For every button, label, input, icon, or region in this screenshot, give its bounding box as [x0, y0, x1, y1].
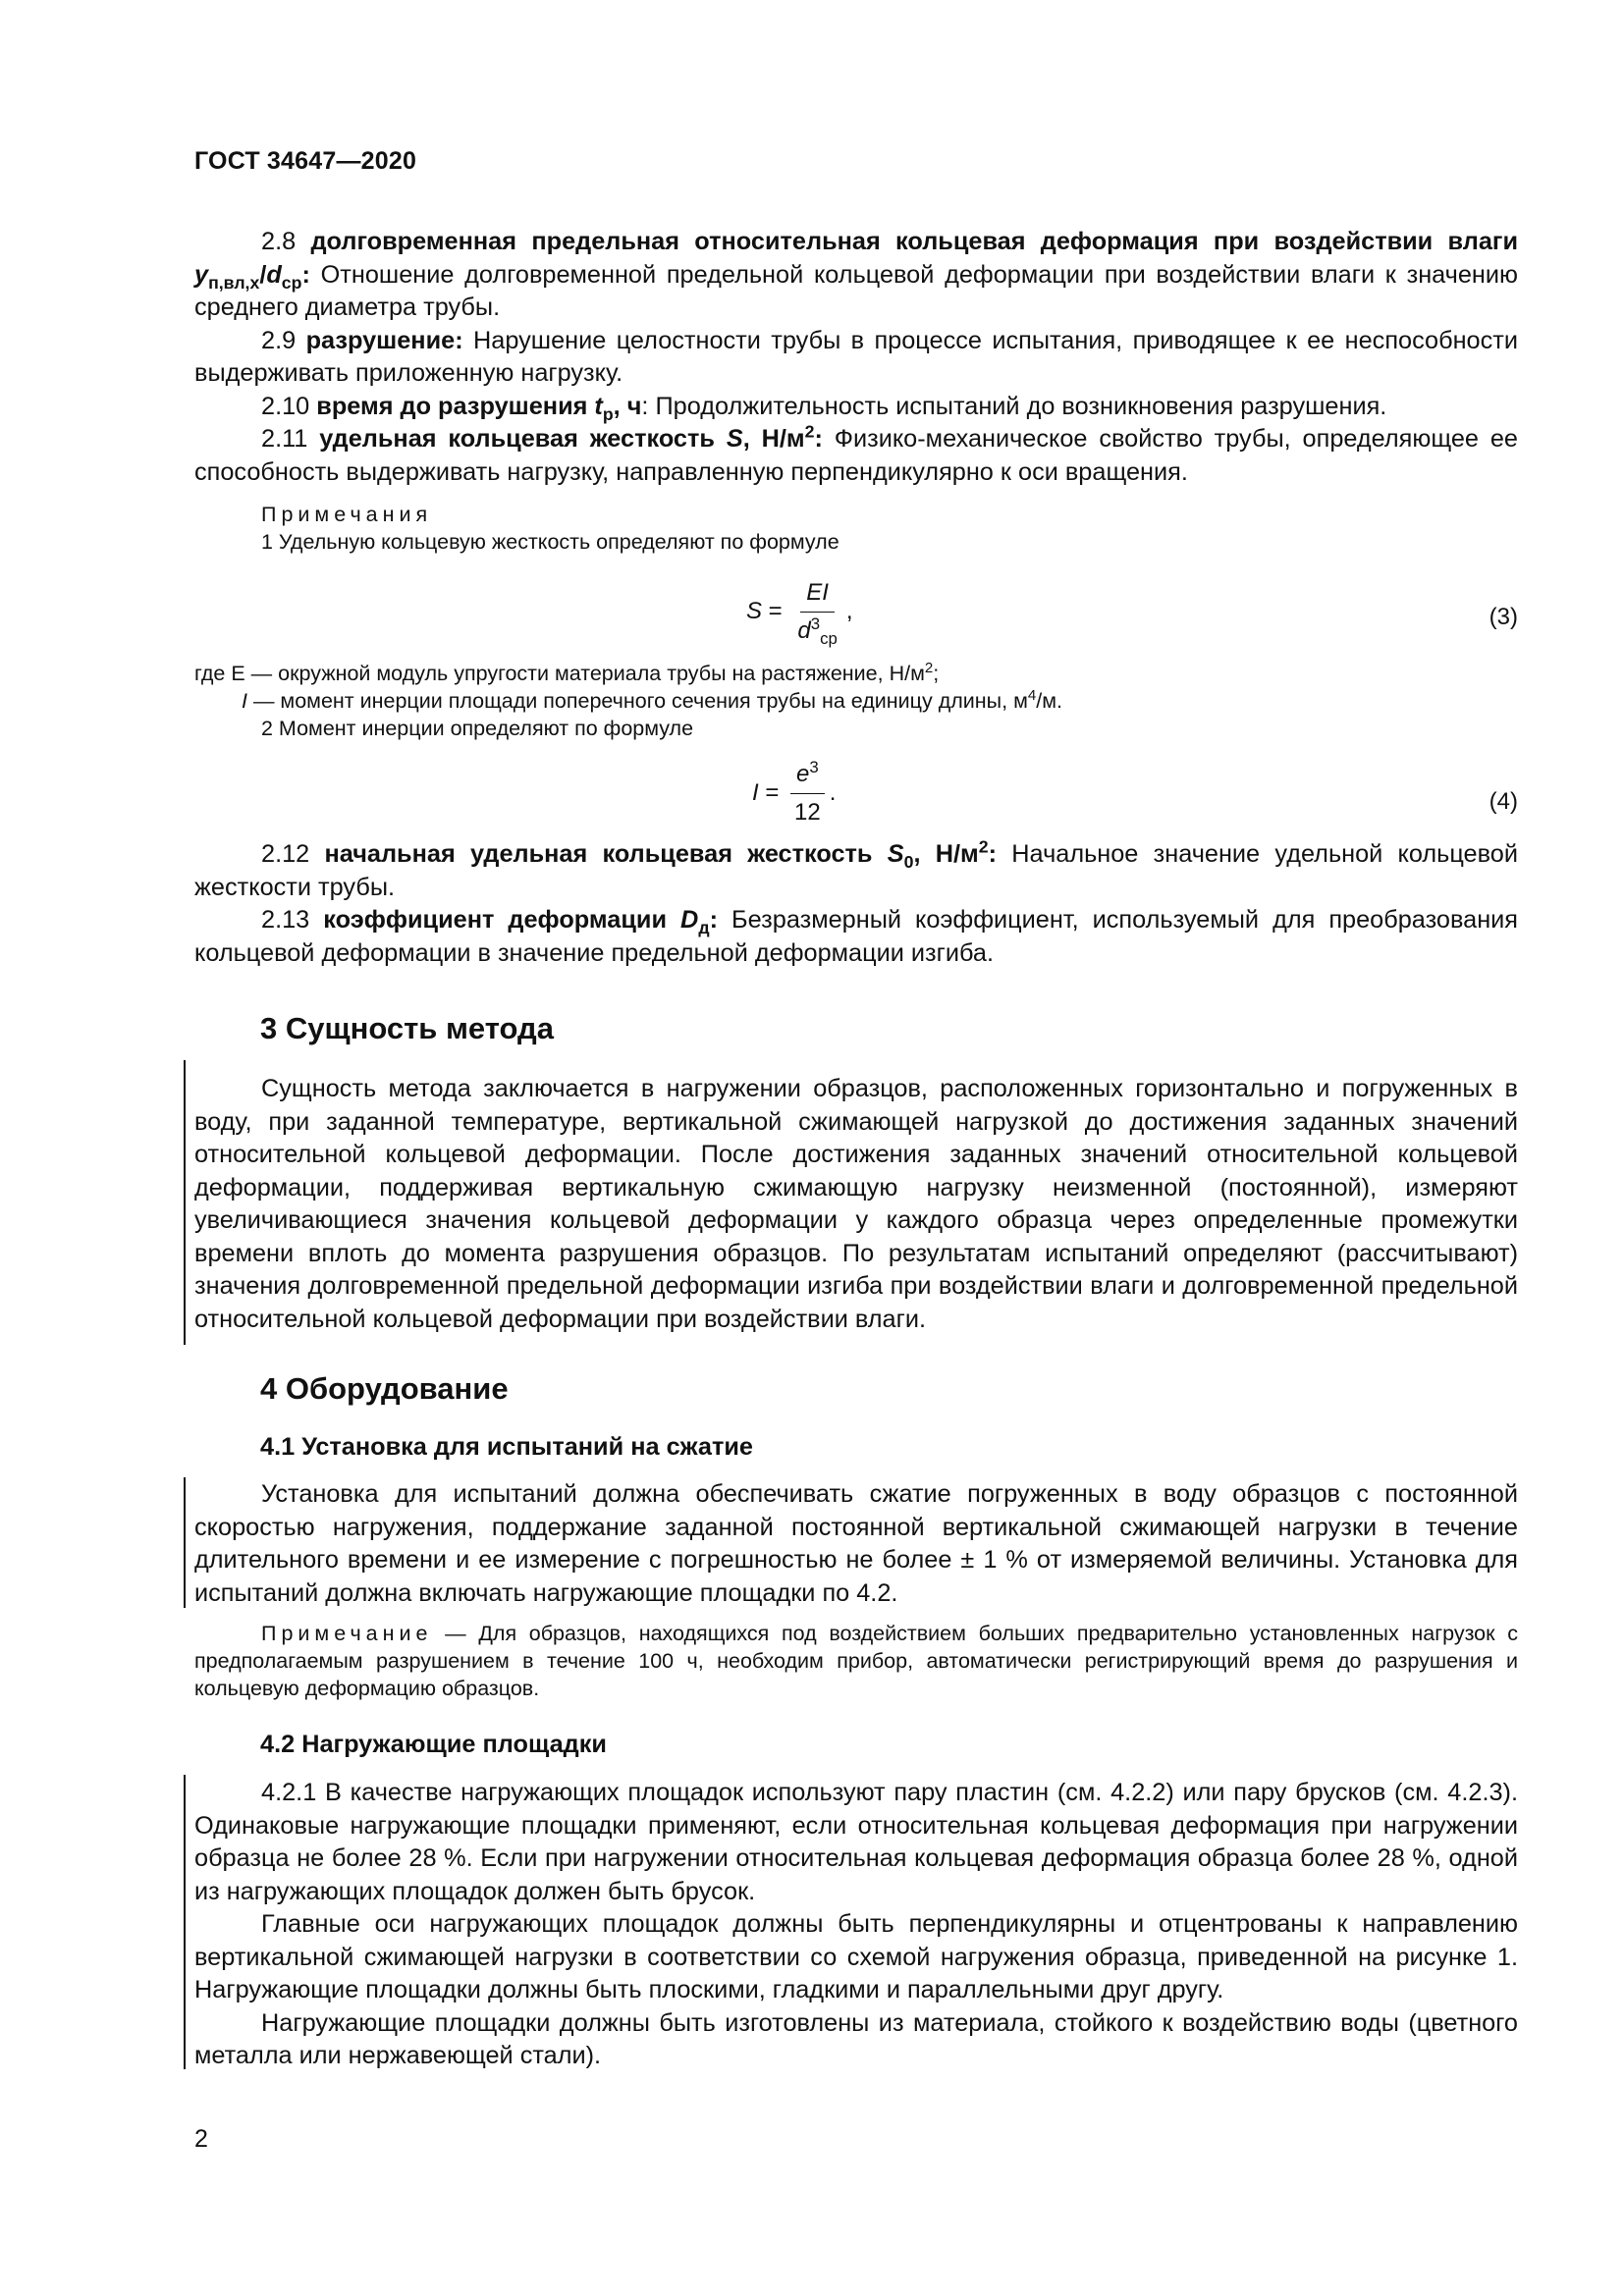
section-4-1-heading: 4.1 Установка для испытаний на сжатие [260, 1433, 753, 1461]
section-4-2-body [194, 1777, 1518, 2073]
formula-4-expression: I = $\frac{e^3}{12}$ . [752, 758, 837, 826]
section-3-text: Сущность метода заключается в нагружении образцов, расположенных горизонтально и погруженных в воду, при заданной температуре, вертикальной сжимающей нагрузкой до достижения заданных значений относительной кольцевой деформации. После достижения заданных значений относительной кольцевой деформации, поддерживая вертикальную сжимающую нагрузку неизменной (постоянной), измеряют увеличивающиеся значения кольцевой деформации у каждого образца через определенные промежутки времени вплоть до момента разрушения образцов. По результатам испытаний определяют (рассчитывают) значения долговременной предельной деформации изгиба при воздействии влаги и долговременной предельной относительной кольцевой деформации при воздействии влаги. [194, 1075, 1518, 1333]
term-2-9: 2.9 разрушение: Нарушение целостности трубы в процессе испытания, приводящее к ее неспособности выдерживать приложенную нагрузку. [194, 326, 1518, 387]
section-4-2-1-text: 4.2.1 В качестве нагружающих площадок используют пару пластин (см. 4.2.2) или пару брусков (см. 4.2.3). Одинаковые нагружающие площадки применяют, если относительная кольцевая деформация при нагружении образца не более 28 %. Если при нагружении относительная кольцевая деформация образца более 28 %, одной из нагружающих площадок должен быть брусок. [194, 1779, 1518, 1905]
terms-block-1 [194, 226, 1518, 489]
note-text: — Для образцов, находящихся под воздействием больших предварительно установленных нагрузок с предполагаемым разрушением в течение 100 ч, необходим прибор, автоматически регистрирующий время до разрушения и кольцевую деформацию образцов. [194, 1622, 1518, 1700]
section-3-heading: 3 Сущность метода [260, 1011, 554, 1045]
notes-block [194, 501, 1518, 556]
section-4-2-1-p2: Главные оси нагружающих площадок должны быть перпендикулярны и отцентрованы к направлению вертикальной сжимающей нагрузки в соответствии со схемой нагружения образца, приведенной на рисунке 1. Нагружающие площадки должны быть плоскими, гладкими и параллельными друг другу. [194, 1910, 1518, 2003]
term-2-8: 2.8 долговременная предельная относительная кольцевая деформация при воздействии влаги $y_{п,вл,x}/d_{ср}$: Отношение долговременной предельной кольцевой деформации при воздействии влаги к значению среднего диаметра трубы. [194, 228, 1518, 321]
formula-4 [194, 758, 1518, 836]
formula-4-number: (4) [1489, 788, 1518, 815]
section-4-1-text: Установка для испытаний должна обеспечивать сжатие погруженных в воду образцов с постоянной скоростью нагружения, поддержание заданной постоянной вертикальной сжимающей нагрузки в течение длительного времени и ее измерение с погрешностью не более ± 1 % от измеряемой величины. Установка для испытаний должна включать нагружающие площадки по 4.2. [194, 1480, 1518, 1607]
change-bar-1 [184, 1060, 186, 1345]
note-label: Примечание [261, 1622, 433, 1645]
section-4-1-body [194, 1478, 1518, 1610]
section-4-heading: 4 Оборудование [260, 1371, 509, 1406]
term-2-12: 2.12 начальная удельная кольцевая жесткость $S_0$, $Н/м^2$: Начальное значение удельной кольцевой жесткости трубы. [194, 836, 1518, 901]
formula-3-expression: S = $\frac{EI}{d^3_{ср}}$ , [746, 576, 852, 647]
where-i: I — момент инерции площади поперечного сечения трубы на единицу длины, $м^4/м$. [242, 686, 1062, 713]
term-2-10: 2.10 время до разрушения $t_р$, ч: Продолжительность испытаний до возникновения разрушения. [261, 392, 1387, 424]
section-4-1-note [194, 1620, 1518, 1702]
change-bar-3 [184, 1775, 186, 2069]
term-2-13: 2.13 коэффициент деформации $D_д$: Безразмерный коэффициент, используемый для преобразования кольцевой деформации в значение предельной деформации изгиба. [194, 906, 1518, 967]
term-2-11: 2.11 удельная кольцевая жесткость S, $Н/м^2$: Физико-механическое свойство трубы, определяющее ее способность выдерживать нагрузку, направленную перпендикулярно к оси вращения. [194, 421, 1518, 486]
page-number: 2 [194, 2125, 208, 2153]
section-4-2-heading: 4.2 Нагружающие площадки [260, 1731, 607, 1758]
note-2: 2 Момент инерции определяют по формуле [261, 717, 694, 740]
where-block [194, 660, 1518, 742]
note-1: 1 Удельную кольцевую жесткость определяют по формуле [261, 530, 839, 554]
document-header: ГОСТ 34647—2020 [194, 147, 417, 175]
notes-label: Примечания [261, 503, 433, 526]
formula-3 [194, 571, 1518, 660]
change-bar-2 [184, 1477, 186, 1608]
formula-3-number: (3) [1489, 604, 1518, 630]
terms-block-2 [194, 838, 1518, 970]
section-4-2-1-p3: Нагружающие площадки должны быть изготовлены из материала, стойкого к воздействию воды (цветного металла или нержавеющей стали). [194, 2008, 1518, 2069]
section-3-body [194, 1073, 1518, 1336]
where-e: где E — окружной модуль упругости материала трубы на растяжение, $Н/м^2$; [194, 659, 940, 685]
